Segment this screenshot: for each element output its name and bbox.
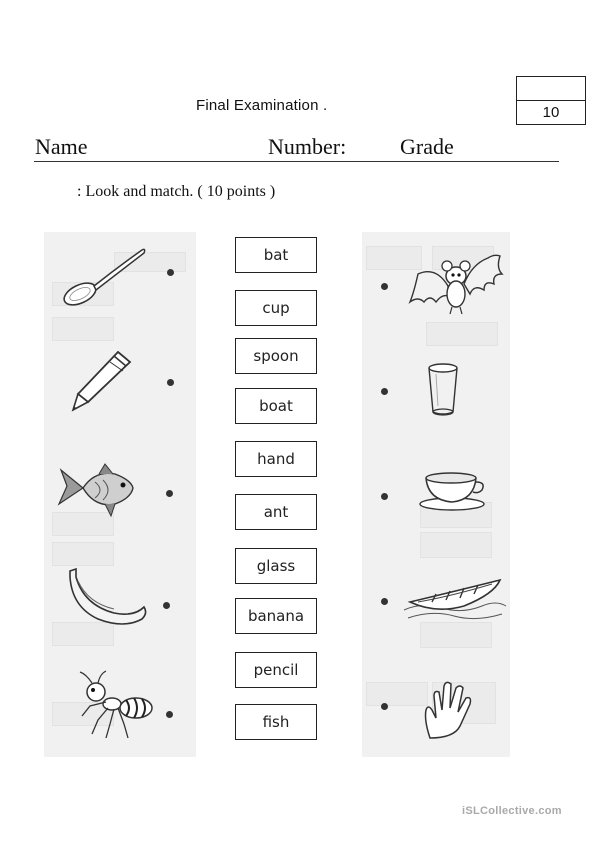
banana-icon xyxy=(62,567,150,627)
word-box-boat[interactable]: boat xyxy=(235,388,317,424)
score-box xyxy=(516,76,586,125)
right-match-dot-3[interactable] xyxy=(381,493,388,500)
word-box-hand[interactable]: hand xyxy=(235,441,317,477)
page-title: Final Examination . xyxy=(196,97,328,114)
cup-icon xyxy=(416,470,488,512)
right-match-dot-2[interactable] xyxy=(381,388,388,395)
word-box-spoon[interactable]: spoon xyxy=(235,338,317,374)
word-box-fish[interactable]: fish xyxy=(235,704,317,740)
score-box-divider xyxy=(517,100,585,101)
grade-label: Grade xyxy=(400,134,454,159)
left-match-dot-4[interactable] xyxy=(163,602,170,609)
header-rule xyxy=(34,161,559,162)
left-match-dot-1[interactable] xyxy=(167,269,174,276)
score-value: 10 xyxy=(542,104,560,121)
word-box-cup[interactable]: cup xyxy=(235,290,317,326)
word-box-pencil[interactable]: pencil xyxy=(235,652,317,688)
pencil-icon xyxy=(70,350,134,412)
right-match-dot-5[interactable] xyxy=(381,703,388,710)
spoon-icon xyxy=(58,242,150,310)
watermark-text: iSLCollective.com xyxy=(462,805,562,817)
number-label: Number: xyxy=(268,134,347,159)
left-match-dot-2[interactable] xyxy=(167,379,174,386)
boat-icon xyxy=(402,572,508,624)
instruction-text: : Look and match. ( 10 points ) xyxy=(77,183,276,200)
word-box-bat[interactable]: bat xyxy=(235,237,317,273)
word-box-banana[interactable]: banana xyxy=(235,598,317,634)
name-label: Name xyxy=(35,134,88,159)
ant-icon xyxy=(76,670,160,742)
right-match-dot-4[interactable] xyxy=(381,598,388,605)
left-match-dot-3[interactable] xyxy=(166,490,173,497)
left-match-dot-5[interactable] xyxy=(166,711,173,718)
fish-icon xyxy=(55,460,137,518)
right-match-dot-1[interactable] xyxy=(381,283,388,290)
bat-icon xyxy=(408,252,504,318)
glass-icon xyxy=(425,362,461,418)
hand-icon xyxy=(420,676,476,742)
word-box-ant[interactable]: ant xyxy=(235,494,317,530)
word-box-glass[interactable]: glass xyxy=(235,548,317,584)
